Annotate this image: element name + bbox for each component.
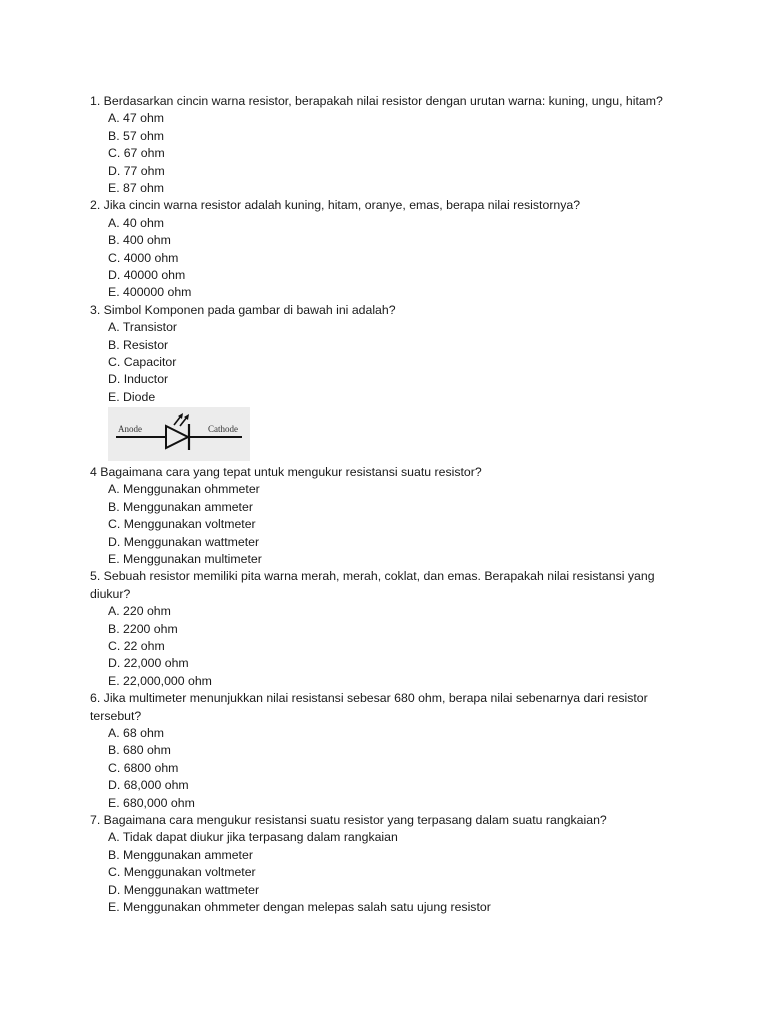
option-e: E. 400000 ohm — [108, 285, 192, 300]
option-d: D. 40000 ohm — [108, 267, 186, 282]
question-text: 6. Jika multimeter menunjukkan nilai resistansi sebesar 680 ohm, berapa nilai sebenarnya dari resistor tersebut? — [90, 691, 648, 723]
option-a: A. 68 ohm — [108, 726, 165, 741]
question-text: 2. Jika cincin warna resistor adalah kuning, hitam, oranye, emas, berapa nilai resistornya? — [90, 198, 581, 213]
option-d: D. Inductor — [108, 372, 169, 387]
option-c: C. 4000 ohm — [108, 250, 179, 265]
question-text: 5. Sebuah resistor memiliki pita warna merah, merah, coklat, dan emas. Berapakah nilai resistansi yang diukur? — [90, 569, 655, 601]
option-d: D. 77 ohm — [108, 163, 165, 178]
option-e: E. Diode — [108, 389, 156, 404]
option-d: D. Menggunakan wattmeter — [108, 882, 260, 897]
question-4 — [90, 464, 680, 568]
diode-triangle — [166, 426, 188, 448]
led-diode-symbol-figure — [108, 407, 250, 461]
option-b: B. 57 ohm — [108, 128, 165, 143]
option-e: E. 87 ohm — [108, 180, 165, 195]
option-a: A. Menggunakan ohmmeter — [108, 482, 260, 497]
cathode-label: Cathode — [208, 424, 238, 435]
option-list — [90, 319, 680, 406]
anode-label: Anode — [118, 424, 142, 435]
question-3 — [90, 302, 680, 461]
option-a: A. 40 ohm — [108, 215, 165, 230]
question-text: 3. Simbol Komponen pada gambar di bawah ini adalah? — [90, 302, 396, 317]
option-d: D. 68,000 ohm — [108, 778, 189, 793]
question-5 — [90, 568, 680, 690]
question-text: 7. Bagaimana cara mengukur resistansi suatu resistor yang terpasang dalam suatu rangkaian? — [90, 812, 607, 827]
question-7 — [90, 812, 680, 916]
option-list — [90, 215, 680, 302]
option-c: C. 6800 ohm — [108, 760, 179, 775]
option-list — [90, 829, 680, 916]
option-e: E. Menggunakan ohmmeter dengan melepas salah satu ujung resistor — [108, 899, 491, 914]
option-a: A. Transistor — [108, 320, 178, 335]
option-b: B. 400 ohm — [108, 233, 171, 248]
option-c: C. Menggunakan voltmeter — [108, 517, 256, 532]
question-text: 1. Berdasarkan cincin warna resistor, berapakah nilai resistor dengan urutan warna: kuning, ungu, hitam? — [90, 94, 663, 108]
light-arrows-icon — [174, 413, 189, 426]
question-6 — [90, 690, 680, 812]
option-b: B. 2200 ohm — [108, 621, 178, 636]
option-list — [90, 725, 680, 812]
quiz-document — [90, 93, 680, 916]
question-1 — [90, 93, 680, 197]
option-b: B. Menggunakan ammeter — [108, 499, 253, 514]
option-list — [90, 481, 680, 568]
option-c: C. 22 ohm — [108, 639, 165, 654]
option-c: C. Capacitor — [108, 354, 177, 369]
option-d: D. 22,000 ohm — [108, 656, 189, 671]
question-text: 4 Bagaimana cara yang tepat untuk mengukur resistansi suatu resistor? — [90, 465, 482, 480]
option-b: B. Menggunakan ammeter — [108, 847, 253, 862]
option-e: E. 680,000 ohm — [108, 795, 195, 810]
option-b: B. Resistor — [108, 337, 169, 352]
option-e: E. 22,000,000 ohm — [108, 673, 212, 688]
option-c: C. Menggunakan voltmeter — [108, 865, 256, 880]
option-a: A. 220 ohm — [108, 604, 171, 619]
option-b: B. 680 ohm — [108, 743, 171, 758]
option-a: A. 47 ohm — [108, 111, 165, 126]
option-a: A. Tidak dapat diukur jika terpasang dalam rangkaian — [108, 830, 398, 845]
option-c: C. 67 ohm — [108, 146, 165, 161]
question-2 — [90, 197, 680, 301]
option-list — [90, 110, 680, 197]
option-list — [90, 603, 680, 690]
option-e: E. Menggunakan multimeter — [108, 552, 262, 567]
option-d: D. Menggunakan wattmeter — [108, 534, 260, 549]
